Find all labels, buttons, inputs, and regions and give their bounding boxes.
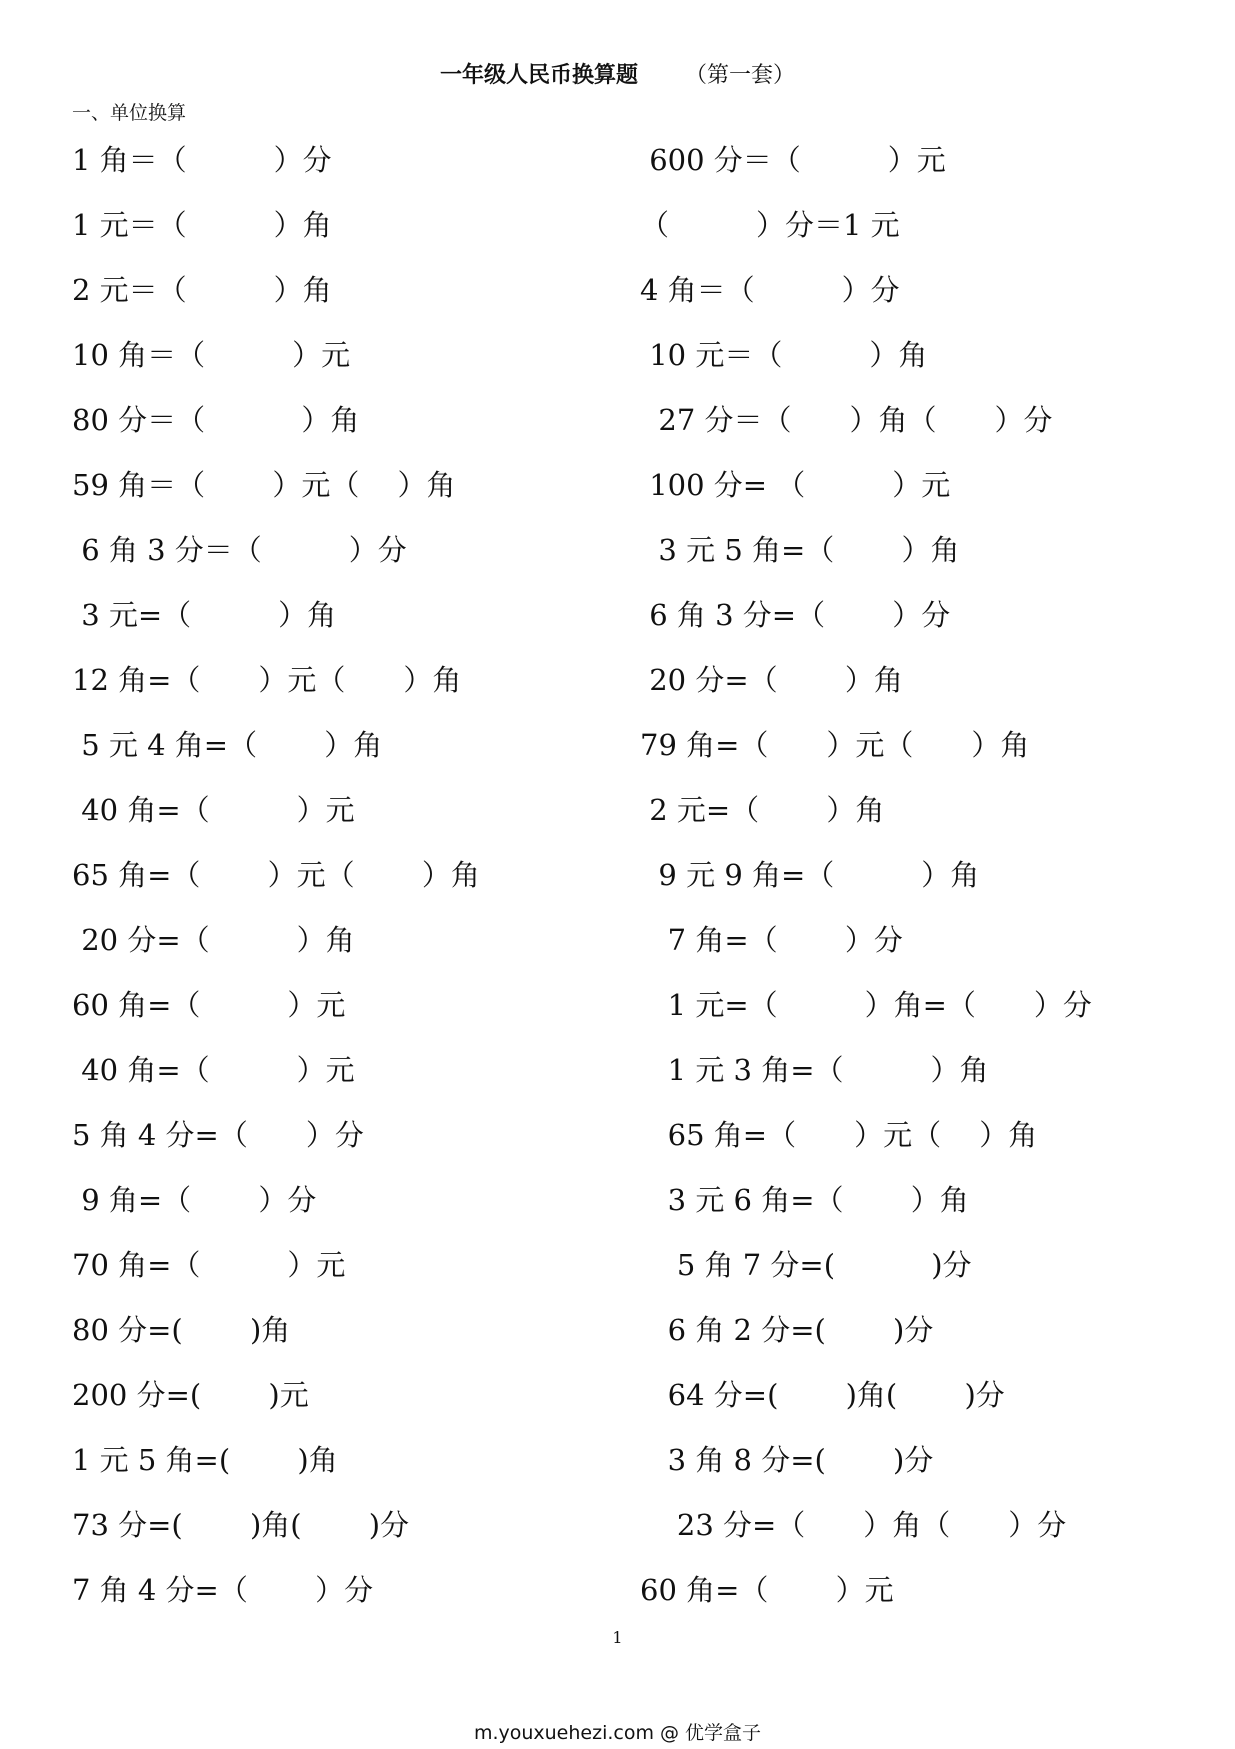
problem-row: 5 角 7 分=( )分 — [640, 1248, 972, 1282]
problem-row: 1 元 3 角=（ ）角 — [640, 1053, 989, 1087]
problem-row: 5 元 4 角=（ ）角 — [72, 728, 383, 762]
worksheet-title: 一年级人民币换算题 — [439, 62, 638, 88]
problem-row: 7 角 4 分=（ ）分 — [72, 1573, 374, 1607]
problem-row: 6 角 3 分＝（ ）分 — [72, 533, 407, 567]
problem-row: 4 角＝（ ）分 — [640, 273, 900, 307]
problem-row: 73 分=( )角( )分 — [72, 1508, 410, 1542]
problem-row: 27 分＝（ ）角（ ）分 — [640, 403, 1053, 437]
problem-row: 1 角＝（ ）分 — [72, 143, 332, 177]
problem-row: （ ）分＝1 元 — [640, 208, 900, 242]
problem-row: 3 元 5 角=（ ）角 — [640, 533, 960, 567]
problem-row: 60 角=（ ）元 — [640, 1573, 894, 1607]
problem-row: 6 角 2 分=( )分 — [640, 1313, 934, 1347]
problem-row: 600 分＝（ ）元 — [640, 143, 946, 177]
problem-row: 65 角=（ ）元（ ）角 — [72, 858, 480, 892]
section-heading: 一、单位换算 — [72, 102, 187, 124]
problem-row: 80 分=( )角 — [72, 1313, 291, 1347]
problem-row: 2 元=（ ）角 — [640, 793, 885, 827]
problem-row: 65 角=（ ）元（ ）角 — [640, 1118, 1038, 1152]
problem-row: 80 分＝（ ）角 — [72, 403, 360, 437]
problem-row: 3 元 6 角=（ ）角 — [640, 1183, 969, 1217]
right-problem-column — [640, 138, 1200, 1633]
problem-row: 64 分=( )角( )分 — [640, 1378, 1005, 1412]
problem-row: 7 角=（ ）分 — [640, 923, 903, 957]
page-number: 1 — [612, 1628, 623, 1647]
problem-row: 79 角=（ ）元（ ）角 — [640, 728, 1030, 762]
problem-row: 20 分=（ ）角 — [640, 663, 903, 697]
problem-row: 9 角=（ ）分 — [72, 1183, 317, 1217]
problem-row: 6 角 3 分=（ ）分 — [640, 598, 951, 632]
problem-row: 2 元＝（ ）角 — [72, 273, 332, 307]
problem-row: 200 分=( )元 — [72, 1378, 309, 1412]
problem-row: 60 角=（ ）元 — [72, 988, 346, 1022]
problem-row: 100 分= （ ）元 — [640, 468, 951, 502]
problem-row: 1 元 5 角=( )角 — [72, 1443, 338, 1477]
problem-row: 3 角 8 分=( )分 — [640, 1443, 934, 1477]
left-problem-column — [72, 138, 632, 1633]
problem-row: 5 角 4 分=（ ）分 — [72, 1118, 364, 1152]
problem-row: 20 分=（ ）角 — [72, 923, 355, 957]
worksheet-title-line — [0, 58, 1235, 89]
problem-row: 10 角＝（ ）元 — [72, 338, 351, 372]
problem-row: 40 角=（ ）元 — [72, 793, 355, 827]
problem-row: 59 角＝（ ）元（ ）角 — [72, 468, 456, 502]
footer-watermark: m.youxuehezi.com @ 优学盒子 — [473, 1722, 762, 1744]
problem-row: 12 角=（ ）元（ ）角 — [72, 663, 462, 697]
problem-row: 70 角=（ ）元 — [72, 1248, 346, 1282]
problem-row: 40 角=（ ）元 — [72, 1053, 355, 1087]
problem-row: 23 分=（ ）角（ ）分 — [640, 1508, 1067, 1542]
problem-row: 10 元＝（ ）角 — [640, 338, 928, 372]
worksheet-subtitle: （第一套） — [685, 63, 796, 88]
problem-row: 3 元=（ ）角 — [72, 598, 337, 632]
problem-row: 9 元 9 角=（ ）角 — [640, 858, 980, 892]
problem-row: 1 元＝（ ）角 — [72, 208, 332, 242]
problem-row: 1 元=（ ）角=（ ）分 — [640, 988, 1092, 1022]
